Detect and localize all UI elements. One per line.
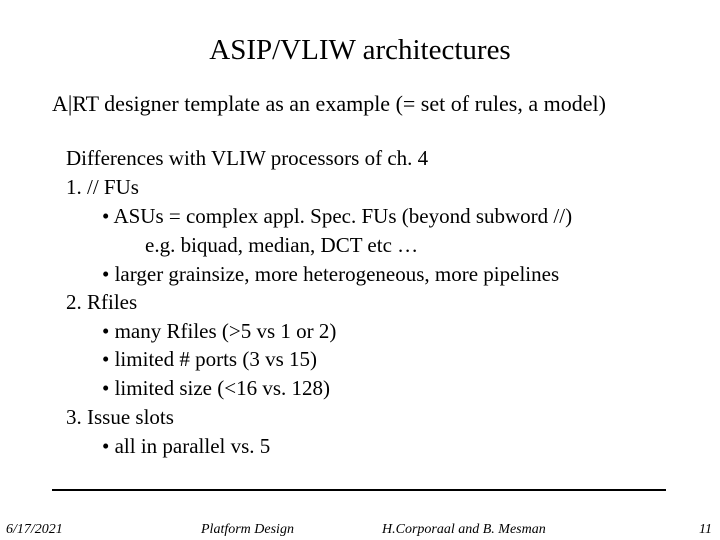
body-line-bullet: • ASUs = complex appl. Spec. FUs (beyond subword //) [102,204,573,228]
slide-title: ASIP/VLIW architectures [209,34,511,66]
footer-divider [52,489,666,491]
body-line-section-3: 3. Issue slots [66,405,174,429]
body-line-bullet: • many Rfiles (>5 vs 1 or 2) [102,319,337,343]
body-line-bullet: • all in parallel vs. 5 [102,434,271,458]
footer-authors: H.Corporaal and B. Mesman [382,522,546,537]
footer-date: 6/17/2021 [6,522,63,537]
body-line-section-2: 2. Rfiles [66,290,138,314]
body-line-bullet: • larger grainsize, more heterogeneous, more pipelines [102,262,560,286]
body-line-bullet: • limited # ports (3 vs 15) [102,347,318,371]
body-line-bullet: • limited size (<16 vs. 128) [102,376,330,400]
slide-subtitle: A|RT designer template as an example (= set of rules, a model) [52,91,606,116]
body-line-section-1: 1. // FUs [66,175,139,199]
footer-course-title: Platform Design [201,522,294,537]
body-line-intro: Differences with VLIW processors of ch. 4 [66,146,429,170]
page-number: 11 [699,522,712,537]
body-line-example: e.g. biquad, median, DCT etc … [145,233,419,257]
